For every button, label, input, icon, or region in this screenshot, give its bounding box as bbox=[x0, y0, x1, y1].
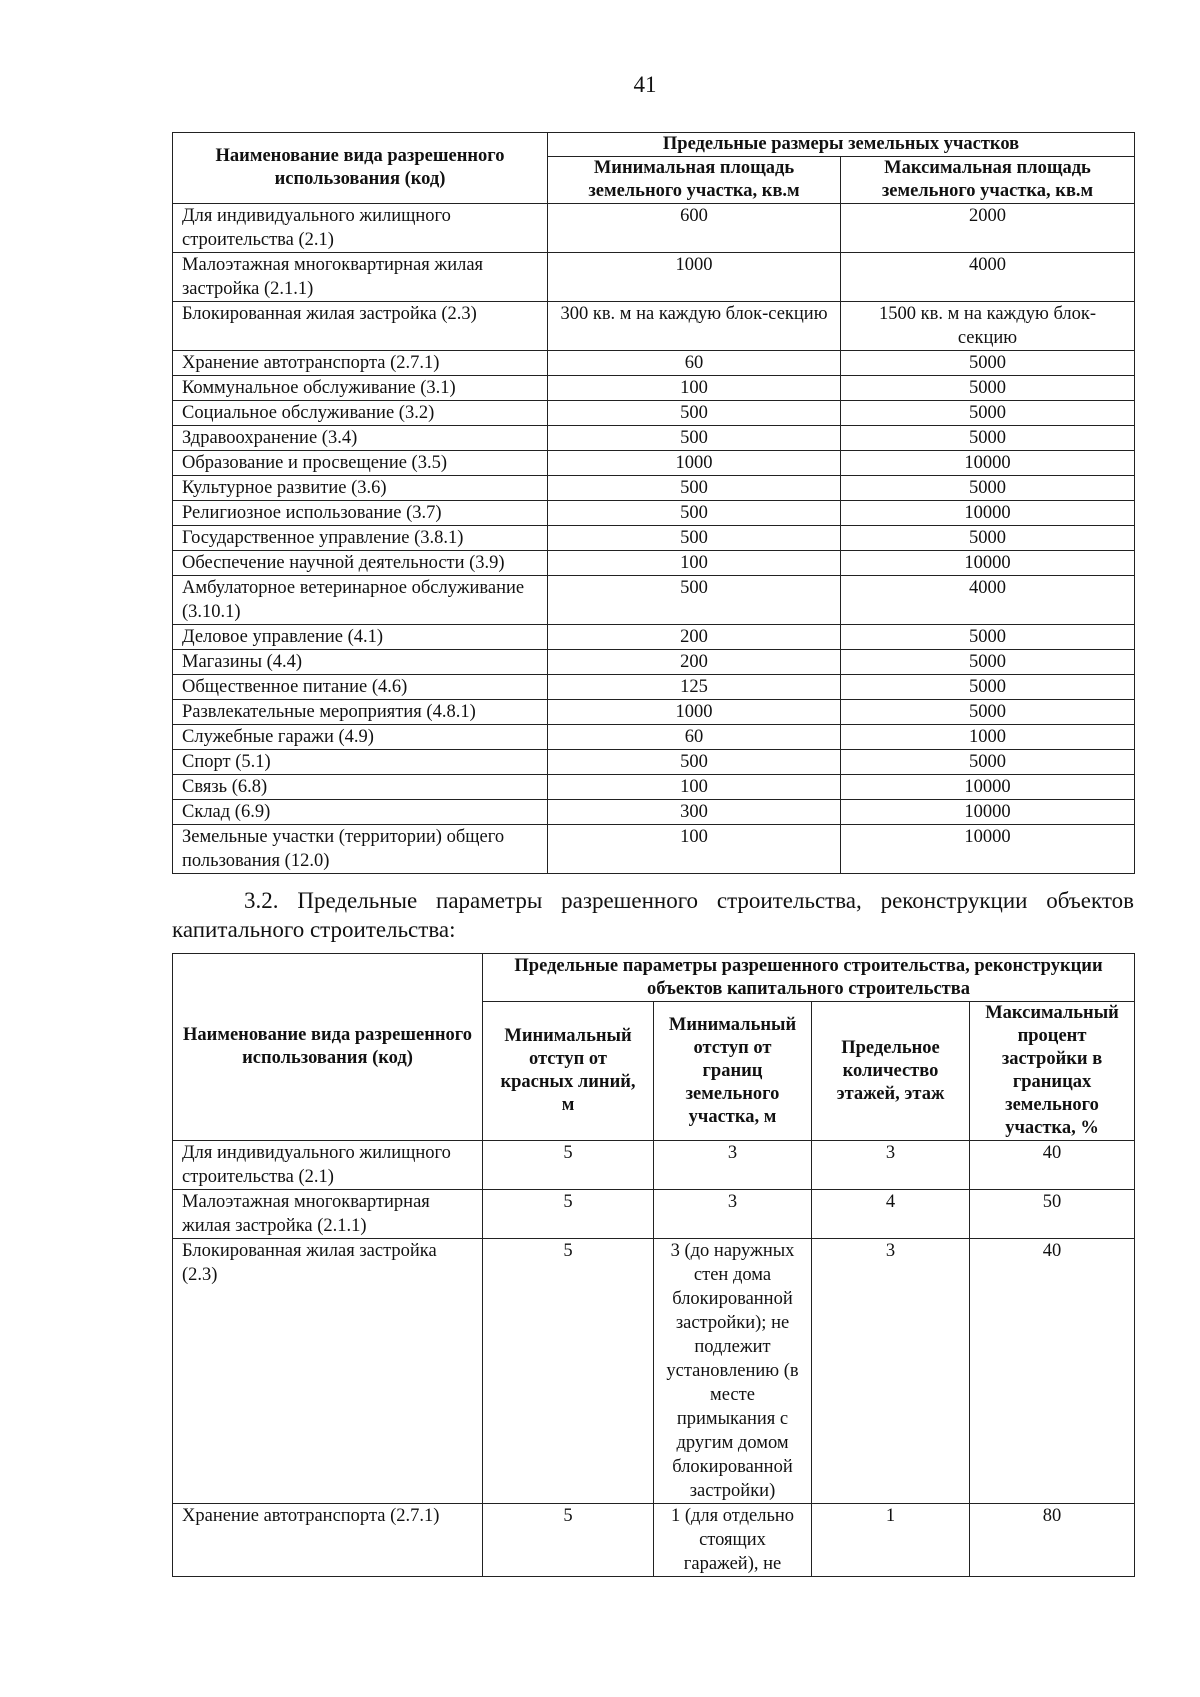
row-name: Обеспечение научной деятельности (3.9) bbox=[173, 551, 548, 576]
row-boundary-offset: 3 (до наружных стен дома блокированной застройки); не подлежит установлению (в месте примыкания с другим домом блокированной застройки) bbox=[654, 1239, 812, 1504]
row-max-area: 5000 bbox=[841, 526, 1135, 551]
row-max-area: 1500 кв. м на каждую блок-секцию bbox=[841, 302, 1135, 351]
row-name: Блокированная жилая застройка (2.3) bbox=[173, 1239, 483, 1504]
row-max-area: 10000 bbox=[841, 775, 1135, 800]
row-min-area: 500 bbox=[548, 426, 841, 451]
table-row bbox=[173, 1190, 1135, 1239]
row-coverage-percent: 80 bbox=[970, 1504, 1135, 1577]
row-min-area: 60 bbox=[548, 351, 841, 376]
row-min-area: 500 bbox=[548, 526, 841, 551]
row-min-area: 1000 bbox=[548, 700, 841, 725]
row-floor-count: 1 bbox=[812, 1504, 970, 1577]
row-min-area: 125 bbox=[548, 675, 841, 700]
table-row bbox=[173, 775, 1135, 800]
table-row bbox=[173, 650, 1135, 675]
table-row bbox=[173, 426, 1135, 451]
table1-header-max-area: Максимальная площадь земельного участка, кв.м bbox=[841, 157, 1135, 204]
table-row bbox=[173, 725, 1135, 750]
row-max-area: 5000 bbox=[841, 376, 1135, 401]
row-min-area: 100 bbox=[548, 376, 841, 401]
row-name: Блокированная жилая застройка (2.3) bbox=[173, 302, 548, 351]
row-coverage-percent: 50 bbox=[970, 1190, 1135, 1239]
table-row bbox=[173, 675, 1135, 700]
row-max-area: 5000 bbox=[841, 650, 1135, 675]
row-name: Связь (6.8) bbox=[173, 775, 548, 800]
row-name: Коммунальное обслуживание (3.1) bbox=[173, 376, 548, 401]
table2-body bbox=[173, 1141, 1135, 1577]
row-max-area: 5000 bbox=[841, 675, 1135, 700]
table-row bbox=[173, 551, 1135, 576]
table-row bbox=[173, 625, 1135, 650]
row-max-area: 10000 bbox=[841, 551, 1135, 576]
table-row bbox=[173, 825, 1135, 874]
row-name: Общественное питание (4.6) bbox=[173, 675, 548, 700]
row-name: Амбулаторное ветеринарное обслуживание (3.10.1) bbox=[173, 576, 548, 625]
table-row bbox=[173, 1141, 1135, 1190]
table2-header-name: Наименование вида разрешенного использования (код) bbox=[173, 954, 483, 1141]
table1-body bbox=[173, 204, 1135, 874]
row-max-area: 4000 bbox=[841, 576, 1135, 625]
table-row bbox=[173, 576, 1135, 625]
row-min-area: 500 bbox=[548, 750, 841, 775]
table-row bbox=[173, 750, 1135, 775]
row-floor-count: 3 bbox=[812, 1141, 970, 1190]
row-min-area: 1000 bbox=[548, 451, 841, 476]
row-name: Хранение автотранспорта (2.7.1) bbox=[173, 1504, 483, 1577]
table2-header-group: Предельные параметры разрешенного строительства, реконструкции объектов капитального строительства bbox=[483, 954, 1135, 1002]
row-min-area: 100 bbox=[548, 825, 841, 874]
table2-header-coverage-percent: Максимальный процент застройки в границах земельного участка, % bbox=[970, 1002, 1135, 1141]
table2-header-boundary-offset: Минимальный отступ от границ земельного участка, м bbox=[654, 1002, 812, 1141]
row-name: Магазины (4.4) bbox=[173, 650, 548, 675]
table1-header-group: Предельные размеры земельных участков bbox=[548, 133, 1135, 157]
table-row bbox=[173, 253, 1135, 302]
row-name: Земельные участки (территории) общего пользования (12.0) bbox=[173, 825, 548, 874]
row-min-area: 500 bbox=[548, 401, 841, 426]
table-row bbox=[173, 204, 1135, 253]
row-min-area: 500 bbox=[548, 476, 841, 501]
row-max-area: 10000 bbox=[841, 501, 1135, 526]
row-min-area: 1000 bbox=[548, 253, 841, 302]
row-name: Для индивидуального жилищного строительства (2.1) bbox=[173, 204, 548, 253]
construction-parameters-table bbox=[172, 953, 1135, 1577]
row-min-area: 600 bbox=[548, 204, 841, 253]
row-min-area: 500 bbox=[548, 576, 841, 625]
row-name: Малоэтажная многоквартирная жилая застройка (2.1.1) bbox=[173, 1190, 483, 1239]
row-name: Служебные гаражи (4.9) bbox=[173, 725, 548, 750]
row-name: Развлекательные мероприятия (4.8.1) bbox=[173, 700, 548, 725]
row-boundary-offset: 3 bbox=[654, 1141, 812, 1190]
row-name: Здравоохранение (3.4) bbox=[173, 426, 548, 451]
table1-header-name: Наименование вида разрешенного использования (код) bbox=[173, 133, 548, 204]
row-max-area: 5000 bbox=[841, 401, 1135, 426]
row-max-area: 10000 bbox=[841, 451, 1135, 476]
row-max-area: 4000 bbox=[841, 253, 1135, 302]
row-min-area: 60 bbox=[548, 725, 841, 750]
row-max-area: 5000 bbox=[841, 750, 1135, 775]
row-red-line-offset: 5 bbox=[483, 1190, 654, 1239]
table-row bbox=[173, 700, 1135, 725]
section-heading: 3.2. Предельные параметры разрешенного строительства, реконструкции объектов капитального строительства: bbox=[172, 888, 1134, 942]
row-name: Культурное развитие (3.6) bbox=[173, 476, 548, 501]
row-max-area: 10000 bbox=[841, 825, 1135, 874]
row-max-area: 5000 bbox=[841, 426, 1135, 451]
table-row bbox=[173, 376, 1135, 401]
row-floor-count: 4 bbox=[812, 1190, 970, 1239]
row-name: Образование и просвещение (3.5) bbox=[173, 451, 548, 476]
row-boundary-offset: 3 bbox=[654, 1190, 812, 1239]
row-max-area: 10000 bbox=[841, 800, 1135, 825]
row-min-area: 200 bbox=[548, 625, 841, 650]
table2-header-floor-count: Предельное количество этажей, этаж bbox=[812, 1002, 970, 1141]
table-row bbox=[173, 1504, 1135, 1577]
row-red-line-offset: 5 bbox=[483, 1239, 654, 1504]
row-name: Деловое управление (4.1) bbox=[173, 625, 548, 650]
table-row bbox=[173, 476, 1135, 501]
row-min-area: 300 кв. м на каждую блок-секцию bbox=[548, 302, 841, 351]
row-max-area: 5000 bbox=[841, 700, 1135, 725]
page-number: 41 bbox=[633, 72, 657, 97]
land-plot-size-table bbox=[172, 132, 1135, 874]
row-name: Малоэтажная многоквартирная жилая застройка (2.1.1) bbox=[173, 253, 548, 302]
row-red-line-offset: 5 bbox=[483, 1141, 654, 1190]
row-max-area: 5000 bbox=[841, 351, 1135, 376]
table-row bbox=[173, 451, 1135, 476]
row-max-area: 2000 bbox=[841, 204, 1135, 253]
table-row bbox=[173, 800, 1135, 825]
row-red-line-offset: 5 bbox=[483, 1504, 654, 1577]
row-coverage-percent: 40 bbox=[970, 1239, 1135, 1504]
row-min-area: 500 bbox=[548, 501, 841, 526]
row-min-area: 100 bbox=[548, 551, 841, 576]
table1-header-min-area: Минимальная площадь земельного участка, кв.м bbox=[548, 157, 841, 204]
row-floor-count: 3 bbox=[812, 1239, 970, 1504]
table-row bbox=[173, 501, 1135, 526]
row-name: Спорт (5.1) bbox=[173, 750, 548, 775]
row-boundary-offset: 1 (для отдельно стоящих гаражей), не bbox=[654, 1504, 812, 1577]
row-name: Социальное обслуживание (3.2) bbox=[173, 401, 548, 426]
row-min-area: 100 bbox=[548, 775, 841, 800]
row-name: Хранение автотранспорта (2.7.1) bbox=[173, 351, 548, 376]
table-row bbox=[173, 401, 1135, 426]
table2-header-red-line-offset: Минимальный отступ от красных линий, м bbox=[483, 1002, 654, 1141]
row-name: Склад (6.9) bbox=[173, 800, 548, 825]
row-max-area: 1000 bbox=[841, 725, 1135, 750]
row-max-area: 5000 bbox=[841, 625, 1135, 650]
table-row bbox=[173, 351, 1135, 376]
row-min-area: 300 bbox=[548, 800, 841, 825]
table-row bbox=[173, 526, 1135, 551]
row-name: Государственное управление (3.8.1) bbox=[173, 526, 548, 551]
row-coverage-percent: 40 bbox=[970, 1141, 1135, 1190]
table-row bbox=[173, 302, 1135, 351]
row-name: Для индивидуального жилищного строительства (2.1) bbox=[173, 1141, 483, 1190]
row-name: Религиозное использование (3.7) bbox=[173, 501, 548, 526]
row-min-area: 200 bbox=[548, 650, 841, 675]
table-row bbox=[173, 1239, 1135, 1504]
row-max-area: 5000 bbox=[841, 476, 1135, 501]
